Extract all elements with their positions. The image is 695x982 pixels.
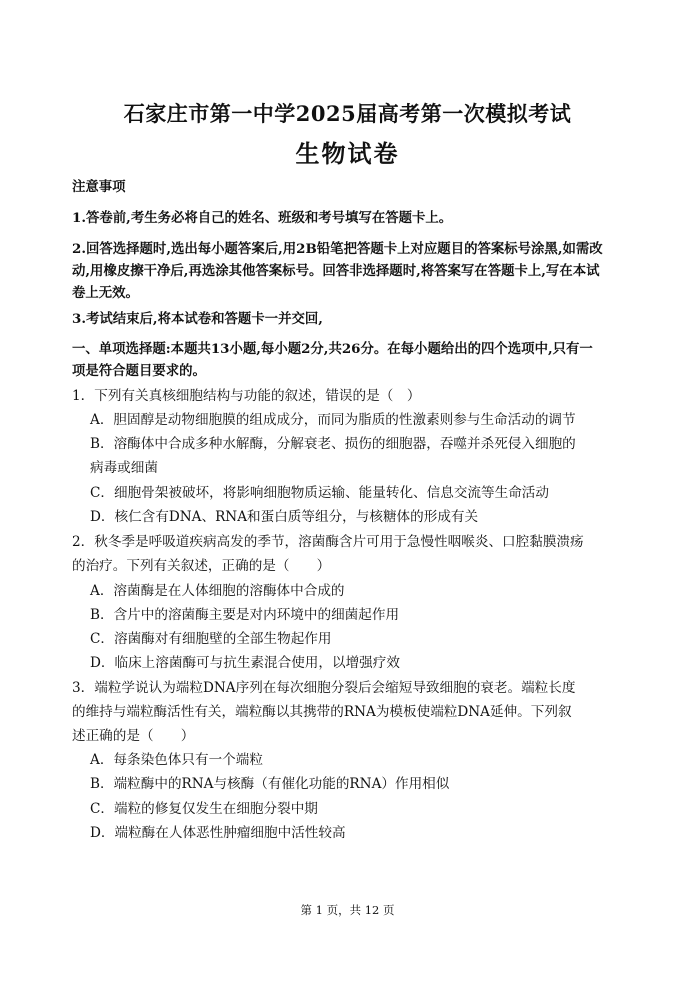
subject-title: 生物试卷 [295, 139, 400, 168]
notice-item-1: 1.答卷前,考生务必将自己的姓名、班级和考号填写在答题卡上。 [72, 210, 453, 226]
notice-item-3: 3.考试结束后,将本试卷和答题卡一并交回, [72, 311, 323, 327]
question-2-option-b: B．含片中的溶菌酶主要是对内环境中的细菌起作用 [90, 607, 400, 623]
question-3-option-b: B．端粒酶中的RNA与核酶（有催化功能的RNA）作用相似 [90, 776, 450, 792]
question-1-option-c: C．细胞骨架被破坏，将影响细胞物质运输、能量转化、信息交流等生命活动 [90, 485, 549, 501]
question-2-option-d: D．临床上溶菌酶可与抗生素混合使用，以增强疗效 [90, 655, 400, 671]
question-2-option-c: C．溶菌酶对有细胞壁的全部生物起作用 [90, 631, 332, 647]
notice-item-2: 2.回答选择题时,选出每小题答案后,用2B铅笔把答题卡上对应题目的答案标号涂黑,如需改 动,用橡皮擦干净后,再选涂其他答案标号。回答非选择题时,将答案写在答题卡上,写在本试 卷上无效。 [72, 241, 603, 301]
question-2-stem: 2．秋冬季是呼吸道疾病高发的季节，溶菌酶含片可用于急慢性咽喉炎、口腔黏膜溃疡 的治疗。下列有关叙述，正确的是（ ） [72, 534, 584, 574]
question-3-option-d: D．端粒酶在人体恶性肿瘤细胞中活性较高 [90, 825, 346, 841]
section-heading: 一、单项选择题:本题共13小题,每小题2分,共26分。在每小题给出的四个选项中,只有一 项是符合题目要求的。 [72, 341, 593, 379]
question-1-option-d: D．核仁含有DNA、RNA和蛋白质等组分，与核糖体的形成有关 [90, 509, 479, 525]
page-number: 第 1 页，共 12 页 [300, 903, 395, 917]
notice-heading: 注意事项 [72, 179, 126, 195]
exam-title: 石家庄市第一中学2025届高考第一次模拟考试 [123, 101, 572, 126]
question-3-stem: 3．端粒学说认为端粒DNA序列在每次细胞分裂后会缩短导致细胞的衰老。端粒长度 的维持与端粒酶活性有关，端粒酶以其携带的RNA为模板使端粒DNA延伸。下列叙 述正确的是（ ） [72, 680, 576, 744]
question-2-option-a: A．溶菌酶是在人体细胞的溶酶体中合成的 [90, 583, 345, 599]
question-3-option-c: C．端粒的修复仅发生在细胞分裂中期 [90, 801, 318, 817]
question-1-option-b: B．溶酶体中合成多种水解酶，分解衰老、损伤的细胞器，吞噬并杀死侵入细胞的 病毒或细菌 [90, 436, 576, 476]
question-1-option-a: A．胆固醇是动物细胞膜的组成成分，而同为脂质的性激素则参与生命活动的调节 [90, 412, 576, 428]
question-1-stem: 1．下列有关真核细胞结构与功能的叙述，错误的是（ ） [72, 388, 421, 404]
question-3-option-a: A．每条染色体只有一个端粒 [90, 752, 263, 768]
